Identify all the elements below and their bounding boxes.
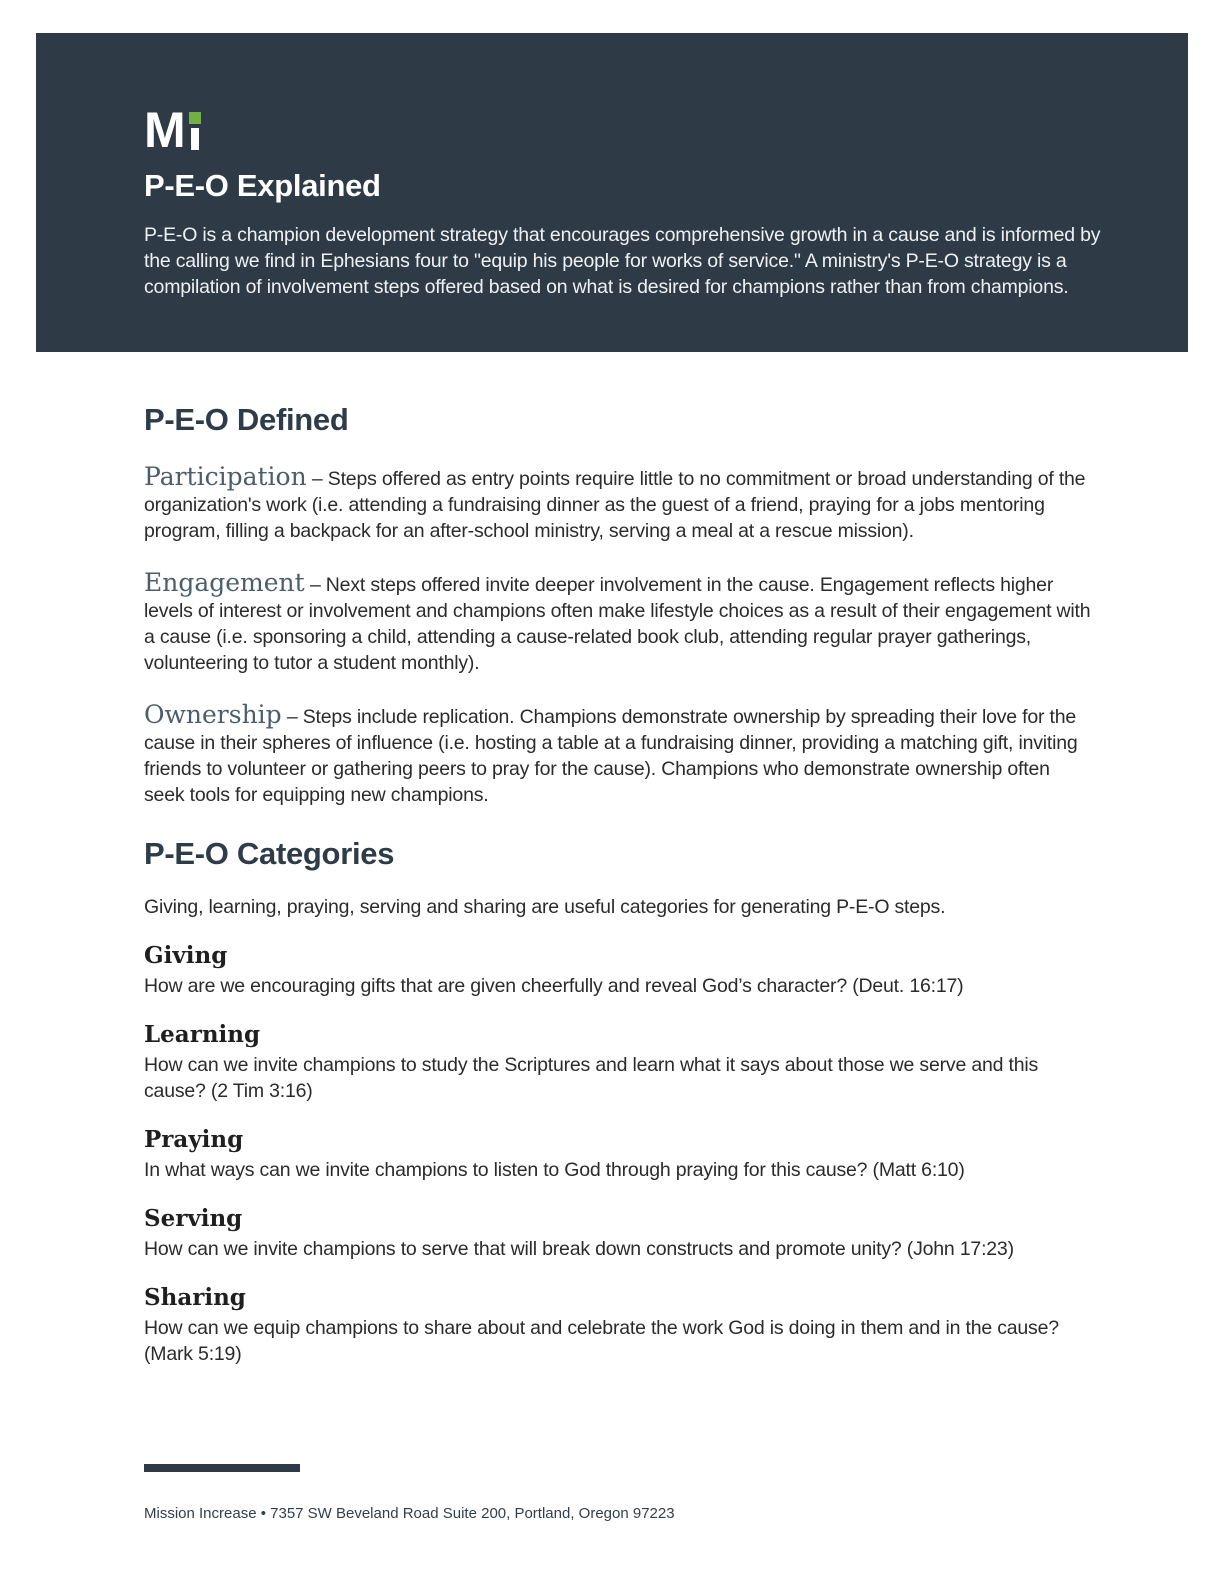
logo-letter-m: M	[144, 102, 183, 158]
category-item-learning	[144, 1021, 1092, 1104]
term-participation-description: – Steps offered as entry points require little to no commitment or broad understanding of the organization's work (i.e. attending a fundraising dinner as the guest of a friend, praying for a jobs mentoring program, filling a backpack for an after-school ministry, serving a meal at a rescue mission).	[144, 468, 1086, 542]
category-question-praying: In what ways can we invite champions to listen to God through praying for this cause? (Matt 6:10)	[144, 1159, 965, 1181]
header-intro-paragraph: P-E-O is a champion development strategy that encourages comprehensive growth in a cause and is informed by the calling we find in Ephesians four to "equip his people for works of service." A ministry's P-E-O strategy is a compilation of involvement steps offered based on what is desired for champions rather than from champions.	[144, 224, 1101, 298]
section-heading-defined: P-E-O Defined	[144, 402, 349, 437]
term-engagement-description: – Next steps offered invite deeper involvement in the cause. Engagement reflects higher levels of interest or involvement and champions often make lifestyle choices as a result of their engagement with a cause (i.e. sponsoring a child, attending a cause-related book club, attending regular prayer gatherings, volunteering to tutor a student monthly).	[144, 574, 1091, 674]
term-ownership: Ownership	[144, 700, 282, 729]
term-ownership-description: – Steps include replication. Champions demonstrate ownership by spreading their love for the cause in their spheres of influence (i.e. hosting a table at a fundraising dinner, providing a matching gift, inviting friends to volunteer or gathering peers to pray for the cause). Champions who demonstrate ownership often seek tools for equipping new champions.	[144, 706, 1078, 806]
category-term-learning: Learning	[144, 1021, 261, 1048]
mission-increase-logo	[144, 102, 1128, 158]
category-question-serving: How can we invite champions to serve that will break down constructs and promote unity? (John 17:23)	[144, 1238, 1014, 1260]
logo-green-square-icon	[189, 112, 201, 124]
term-participation: Participation	[144, 462, 307, 491]
document-title: P-E-O Explained	[144, 168, 381, 203]
term-engagement: Engagement	[144, 568, 305, 597]
category-question-learning: How can we invite champions to study the Scriptures and learn what it says about those we serve and this cause? (2 Tim 3:16)	[144, 1054, 1039, 1102]
category-item-sharing	[144, 1284, 1092, 1367]
page-footer	[144, 1464, 675, 1522]
footer-address: Mission Increase • 7357 SW Beveland Road Suite 200, Portland, Oregon 97223	[144, 1505, 675, 1522]
defined-item-engagement	[144, 570, 1092, 676]
category-item-giving	[144, 942, 1092, 999]
category-term-sharing: Sharing	[144, 1284, 246, 1311]
category-item-serving	[144, 1205, 1092, 1262]
category-question-sharing: How can we equip champions to share about and celebrate the work God is doing in them and in the cause? (Mark 5:19)	[144, 1317, 1059, 1365]
categories-intro: Giving, learning, praying, serving and sharing are useful categories for generating P-E-O steps.	[144, 896, 946, 918]
category-question-giving: How are we encouraging gifts that are given cheerfully and reveal God’s character? (Deut. 16:17)	[144, 975, 964, 997]
logo-letter-i	[189, 112, 201, 150]
defined-item-ownership	[144, 702, 1092, 808]
category-term-serving: Serving	[144, 1205, 243, 1232]
document-body	[144, 352, 1092, 1367]
footer-rule	[144, 1464, 300, 1472]
header-band	[36, 33, 1188, 352]
logo-i-stem	[191, 128, 199, 150]
defined-item-participation	[144, 464, 1092, 544]
section-heading-categories: P-E-O Categories	[144, 836, 395, 871]
category-term-giving: Giving	[144, 942, 228, 969]
category-item-praying	[144, 1126, 1092, 1183]
category-term-praying: Praying	[144, 1126, 244, 1153]
